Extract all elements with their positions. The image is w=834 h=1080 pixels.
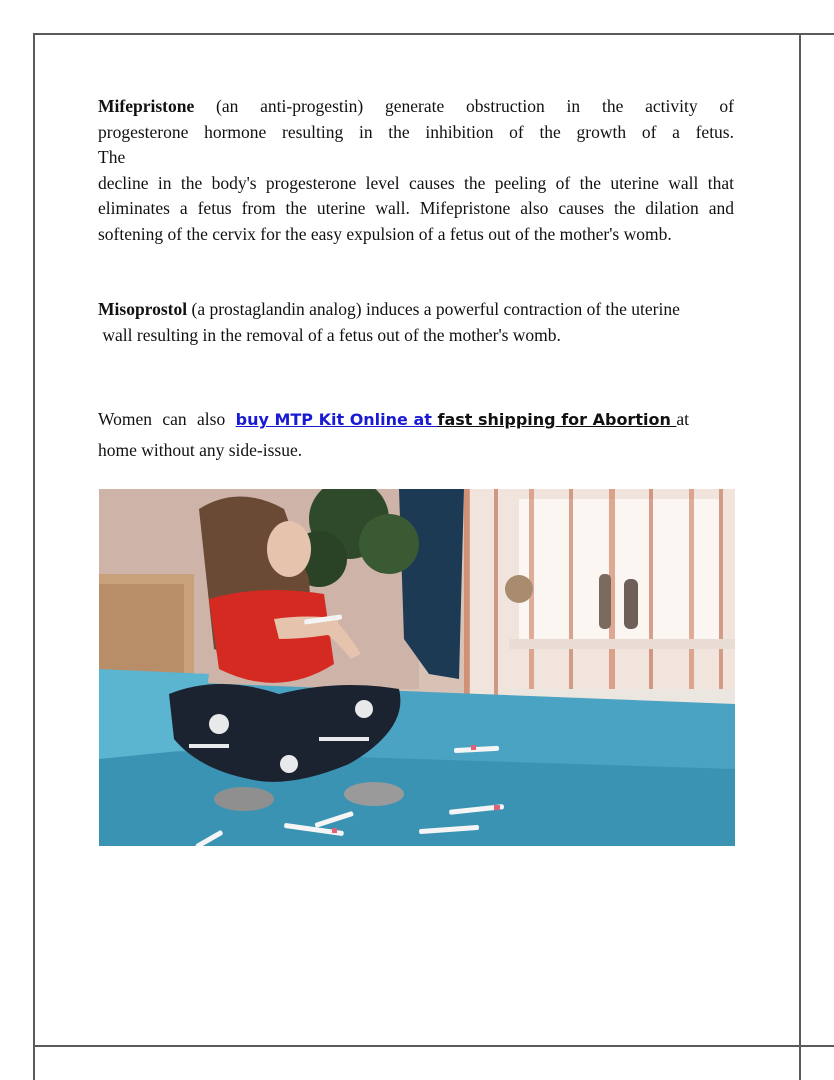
buy-online-paragraph xyxy=(98,404,734,465)
mifepristone-line-1: Mifepristone (an anti-progestin) generate obstruction in the activity of xyxy=(98,96,734,116)
misoprostol-line-1: Misoprostol (a prostaglandin analog) induces a powerful contraction of the uterine xyxy=(98,299,680,319)
page-frame-bottom xyxy=(33,1045,834,1047)
mifepristone-line-4: decline in the body's progesterone level causes the peeling of the uterine wall that xyxy=(98,172,734,193)
mifepristone-line-5: eliminates a fetus from the uterine wall. Mifepristone also causes the dilation and xyxy=(98,198,734,218)
page-frame-left xyxy=(33,33,35,1080)
mifepristone-line-2: progesterone hormone resulting in the inhibition of the growth of a fetus. xyxy=(98,121,734,142)
mifepristone-line-3: The xyxy=(98,147,126,167)
page-frame-right xyxy=(799,33,801,1080)
page-frame-top xyxy=(33,33,834,35)
mifepristone-line-6: softening of the cervix for the easy expulsion of a fetus out of the mother's womb. xyxy=(98,223,672,244)
fast-shipping-link[interactable]: fast shipping for Abortion xyxy=(437,410,677,429)
buy-online-line-2: home without any side-issue. xyxy=(98,440,303,460)
woman-on-bed-photo xyxy=(99,489,735,846)
document-body xyxy=(98,94,734,465)
mifepristone-paragraph xyxy=(98,94,734,247)
misoprostol-line-2: wall resulting in the removal of a fetus out of the mother's womb. xyxy=(98,324,561,345)
misoprostol-term: Misoprostol xyxy=(98,299,188,319)
mifepristone-term: Mifepristone xyxy=(98,96,195,116)
misoprostol-paragraph xyxy=(98,297,734,348)
buy-online-line-1: Women can also buy MTP Kit Online at fast shipping for Abortion at xyxy=(98,409,690,429)
buy-mtp-kit-link[interactable]: buy MTP Kit Online at xyxy=(235,410,438,429)
